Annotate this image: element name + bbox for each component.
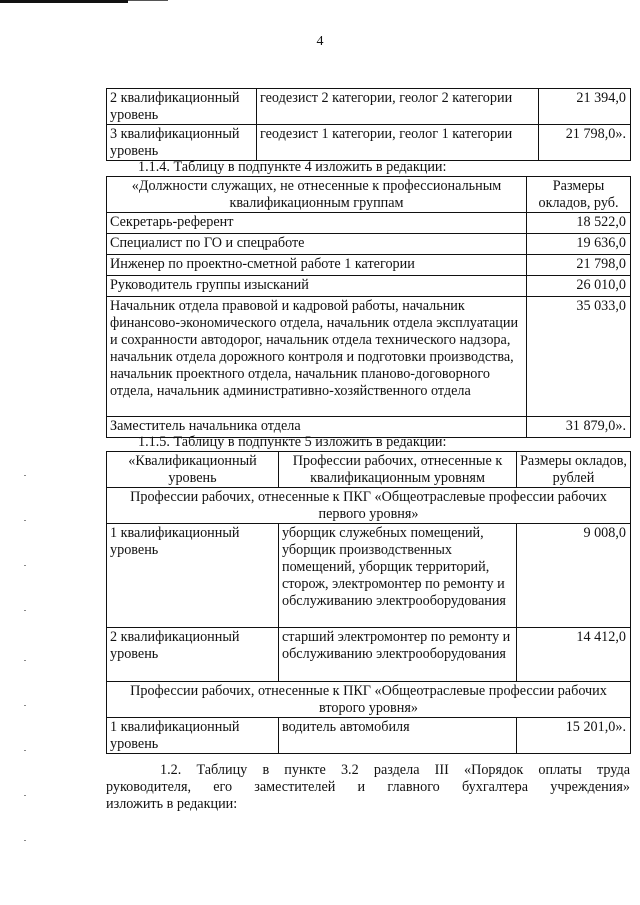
level-cell: 1 квалификационный уровень bbox=[107, 718, 279, 754]
level-cell: 2 квалификационный уровень bbox=[107, 628, 279, 682]
table-row bbox=[107, 255, 631, 276]
paragraph-line: 1.2. Таблицу в пункте 3.2 раздела III «Порядок оплаты труда bbox=[160, 762, 630, 778]
table-row bbox=[107, 276, 631, 297]
level-cell: 2 квалификационный уровень bbox=[107, 89, 257, 125]
scan-mark bbox=[24, 750, 26, 751]
paragraph-line: изложить в редакции: bbox=[106, 796, 238, 812]
page-number: 4 bbox=[316, 34, 324, 49]
salary-cell: 35 033,0 bbox=[527, 297, 631, 417]
paragraph-line: руководителя, его заместителей и главного бухгалтера учреждения» bbox=[106, 779, 630, 795]
table-row bbox=[107, 718, 631, 754]
qualification-table-continued bbox=[106, 88, 631, 161]
paragraph-1-2 bbox=[106, 762, 630, 813]
salary-cell: 18 522,0 bbox=[527, 213, 631, 234]
position-cell: Заместитель начальника отдела bbox=[107, 417, 527, 438]
table-row bbox=[107, 213, 631, 234]
scan-artifact bbox=[0, 0, 128, 3]
scan-artifact bbox=[128, 0, 168, 1]
salary-cell: 9 008,0 bbox=[517, 524, 631, 628]
table-row bbox=[107, 234, 631, 255]
profession-cell: водитель автомобиля bbox=[279, 718, 517, 754]
table-row bbox=[107, 89, 631, 125]
level-cell: 1 квалификационный уровень bbox=[107, 524, 279, 628]
positions-cell: геодезист 2 категории, геолог 2 категории bbox=[257, 89, 539, 125]
profession-cell: старший электромонтер по ремонту и обслуживанию электрооборудования bbox=[279, 628, 517, 682]
scan-mark bbox=[24, 520, 26, 521]
profession-cell: уборщик служебных помещений, уборщик производственных помещений, уборщик территорий, сторож, электромонтер по ремонту и обслуживанию электрооборудования bbox=[279, 524, 517, 628]
table-header-row bbox=[107, 452, 631, 488]
positions-cell: геодезист 1 категории, геолог 1 категории bbox=[257, 125, 539, 161]
scan-mark bbox=[24, 795, 26, 796]
table-row bbox=[107, 125, 631, 161]
salary-cell: 31 879,0». bbox=[527, 417, 631, 438]
group-row bbox=[107, 488, 631, 524]
table-row bbox=[107, 297, 631, 417]
salary-cell: 26 010,0 bbox=[527, 276, 631, 297]
salary-cell: 21 798,0». bbox=[539, 125, 631, 161]
salary-cell: 14 412,0 bbox=[517, 628, 631, 682]
scan-mark bbox=[24, 475, 26, 476]
section-heading-1-1-4: 1.1.4. Таблицу в подпункте 4 изложить в редакции: bbox=[138, 159, 447, 175]
positions-salary-table bbox=[106, 176, 631, 438]
table-header-row bbox=[107, 177, 631, 213]
position-cell: Специалист по ГО и спецработе bbox=[107, 234, 527, 255]
scan-mark bbox=[24, 705, 26, 706]
scan-mark bbox=[24, 565, 26, 566]
table-row bbox=[107, 628, 631, 682]
level-cell: 3 квалификационный уровень bbox=[107, 125, 257, 161]
header-salary: Размеры окладов, руб. bbox=[527, 177, 631, 213]
position-cell: Руководитель группы изысканий bbox=[107, 276, 527, 297]
group-title-second-level: Профессии рабочих, отнесенные к ПКГ «Общеотраслевые профессии рабочих второго уровня» bbox=[107, 682, 631, 718]
scan-mark bbox=[24, 610, 26, 611]
header-profession: Профессии рабочих, отнесенные к квалификационным уровням bbox=[279, 452, 517, 488]
salary-cell: 21 798,0 bbox=[527, 255, 631, 276]
header-salary: Размеры окладов, рублей bbox=[517, 452, 631, 488]
salary-cell: 19 636,0 bbox=[527, 234, 631, 255]
table-row bbox=[107, 524, 631, 628]
position-cell: Секретарь-референт bbox=[107, 213, 527, 234]
position-cell: Начальник отдела правовой и кадровой работы, начальник финансово-экономического отдела, начальник отдела эксплуатации и сохранности автодорог, начальник отдела технического надзора, начальник отдела дорожного контроля и подготовки производства, начальник проектного отдела, начальник планово-договорного отдела, начальник административно-хозяйственного отдела bbox=[107, 297, 527, 417]
scan-mark bbox=[24, 840, 26, 841]
group-title-first-level: Профессии рабочих, отнесенные к ПКГ «Общеотраслевые профессии рабочих первого уровня» bbox=[107, 488, 631, 524]
position-cell: Инженер по проектно-сметной работе 1 категории bbox=[107, 255, 527, 276]
section-heading-1-1-5: 1.1.5. Таблицу в подпункте 5 изложить в редакции: bbox=[138, 434, 447, 450]
salary-cell: 21 394,0 bbox=[539, 89, 631, 125]
worker-professions-table bbox=[106, 451, 631, 754]
header-position: «Должности служащих, не отнесенные к профессиональным квалификационным группам bbox=[107, 177, 527, 213]
salary-cell: 15 201,0». bbox=[517, 718, 631, 754]
header-level: «Квалификационный уровень bbox=[107, 452, 279, 488]
scan-mark bbox=[24, 660, 26, 661]
group-row bbox=[107, 682, 631, 718]
